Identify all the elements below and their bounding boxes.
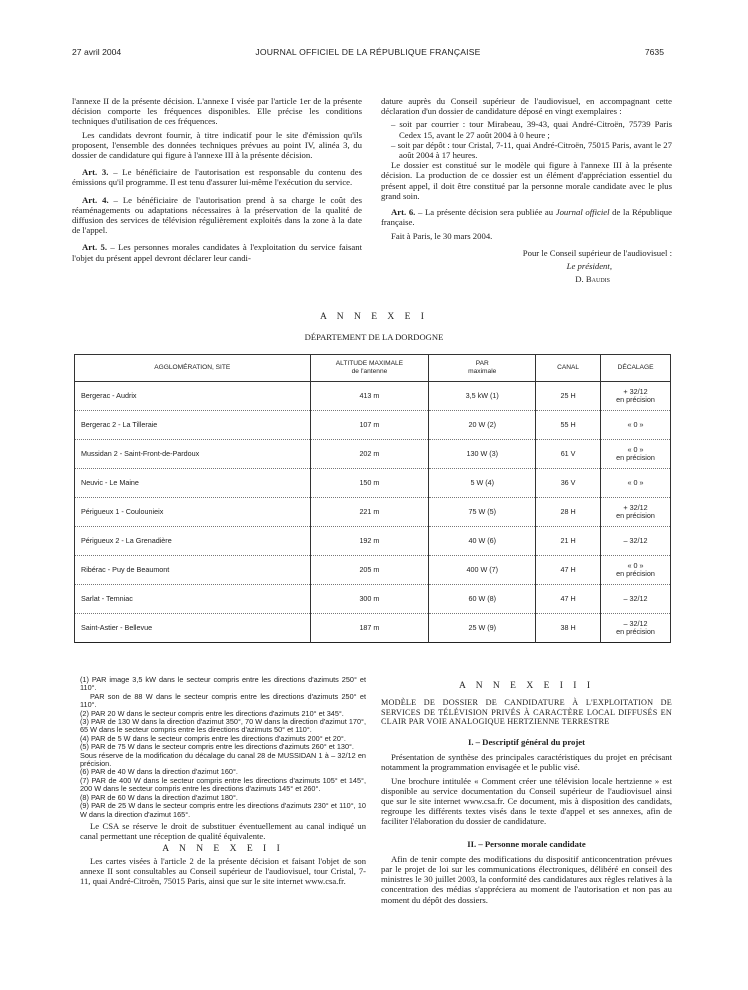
- paragraph: l'annexe II de la présente décision. L'annexe I visée par l'article 1er de la présente décision comporte les fréquences disponibles. Elle précise les conditions techniques d'utilisation de ces fréquences.: [72, 96, 362, 127]
- footnote: (4) PAR de 5 W dans le secteur compris entre les directions d'azimuts 200° et 20°.: [80, 733, 346, 743]
- column-header: AGGLOMÉRATION, SITE: [75, 355, 311, 382]
- decalage-cell: [601, 382, 671, 411]
- site-name: Sarlat - Temniac: [81, 594, 133, 603]
- right-column-top: [381, 96, 672, 287]
- canal-cell: 25 H: [536, 382, 601, 411]
- table-footnotes: [80, 676, 366, 886]
- paragraph: dature auprès du Conseil supérieur de l'audiovisuel, en accompagnant cette déclaration d'un dossier de candidature déposé en vingt exemplaires :: [381, 96, 672, 117]
- paragraph: Afin de tenir compte des modifications du dispositif anticoncentration prévues par le projet de loi sur les communications électroniques, délibéré en conseil des ministres le 30 juillet 2003, la conformité des candidatures aux règles relatives à la concentration des médias s'appréciera au moment de l'autorisation et non pas au moment du dépôt des dossiers.: [381, 853, 672, 905]
- footnote: Sous réserve de la modification du décalage du canal 28 de MUSSIDAN 1 à – 32/12 en précision.: [80, 750, 366, 769]
- altitude-cell: 300 m: [310, 585, 429, 614]
- header-date: 27 avril 2004: [72, 47, 122, 57]
- table-row: [75, 585, 671, 614]
- decalage-cell: [601, 411, 671, 440]
- par-cell: 25 W (9): [429, 614, 536, 643]
- paragraph: Les candidats devront fournir, à titre indicatif pour le site d'émission qu'ils proposent, l'ensemble des données techniques prévues au point IV, alinéa 3, du dossier de candidature qui figure à l'annexe III à la présente décision.: [72, 129, 362, 161]
- site-cell: [75, 614, 311, 643]
- site-name: Saint-Astier - Bellevue: [81, 623, 153, 632]
- table-row: [75, 382, 671, 411]
- altitude-cell: 221 m: [310, 498, 429, 527]
- site-name: Périgueux 1 - Coulounieix: [81, 507, 164, 516]
- canal-cell: 38 H: [536, 614, 601, 643]
- signature-title: Le président,: [566, 260, 612, 271]
- canal-cell: 28 H: [536, 498, 601, 527]
- site-cell: [75, 556, 311, 585]
- altitude-cell: 205 m: [310, 556, 429, 585]
- site-name: Mussidan 2 - Saint-Front-de-Pardoux: [81, 449, 200, 458]
- section-heading: I. – Descriptif général du projet: [467, 736, 586, 747]
- column-header: PAR maximale: [429, 355, 536, 382]
- header-page-number: 7635: [644, 47, 664, 57]
- par-cell: 75 W (5): [429, 498, 536, 527]
- table-row: [75, 411, 671, 440]
- decalage-precision: en précision: [616, 395, 655, 404]
- par-cell: 3,5 kW (1): [429, 382, 536, 411]
- table-header-row: [75, 355, 671, 382]
- annexe-3-title: A N N E X E I I I: [458, 681, 594, 691]
- footnote: PAR son de 88 W dans le secteur compris entre les directions d'azimuts 250° et 110°.: [80, 691, 366, 710]
- site-cell: [75, 498, 311, 527]
- site-cell: [75, 527, 311, 556]
- annexe-2-title: A N N E X E I I: [162, 843, 284, 854]
- decalage-value: + 32/12: [623, 503, 648, 512]
- par-cell: 20 W (2): [429, 411, 536, 440]
- left-column-top: [72, 96, 362, 266]
- decalage-value: – 32/12: [623, 594, 648, 603]
- section-heading: II. – Personne morale candidate: [467, 838, 586, 849]
- decalage-value: « 0 »: [627, 420, 644, 429]
- altitude-cell: 192 m: [310, 527, 429, 556]
- decalage-value: « 0 »: [627, 561, 644, 570]
- footnote: (5) PAR de 75 W dans le secteur compris entre les directions d'azimuts 260° et 130°.: [80, 742, 354, 752]
- decalage-precision: en précision: [616, 569, 655, 578]
- decalage-value: + 32/12: [623, 387, 648, 396]
- footnote: (9) PAR de 25 W dans le secteur compris entre les directions d'azimuts 230° et 110°, 10 W dans la direction d'azimut 165°.: [80, 801, 366, 819]
- table-row: [75, 498, 671, 527]
- list-item: – soit par courrier : tour Mirabeau, 39-43, quai André-Citroën, 75739 Paris Cedex 15, avant le 27 août 2004 à 0 heure ;: [391, 119, 672, 140]
- decalage-cell: [601, 498, 671, 527]
- site-cell: [75, 440, 311, 469]
- decalage-value: – 32/12: [623, 619, 648, 628]
- signature-name: D. Baudis: [575, 274, 610, 285]
- paragraph: Une brochure intitulée « Comment créer une télévision locale hertzienne » est disponible au service documentation du Conseil supérieur de l'audiovisuel ainsi que sur le site internet www.csa.fr. Ce document, mis à disposition des candidats, regroupe les différents textes visés dans le texte d'appel et ses annexes, afin de faciliter l'élaboration du dossier de candidature.: [381, 775, 672, 827]
- list-item: – soit par dépôt : tour Cristal, 7-11, quai André-Citroën, 75015 Paris, avant le 27 août 2004 à 17 heures.: [391, 139, 672, 161]
- par-cell: 40 W (6): [429, 527, 536, 556]
- decalage-cell: [601, 440, 671, 469]
- site-name: Neuvic - Le Maine: [81, 478, 139, 487]
- csa-note: Le CSA se réserve le droit de substituer éventuellement au canal indiqué un canal permettant une réception de qualité équivalente.: [80, 820, 366, 841]
- decalage-precision: en précision: [616, 453, 655, 462]
- decalage-cell: [601, 585, 671, 614]
- altitude-cell: 413 m: [310, 382, 429, 411]
- site-cell: [75, 411, 311, 440]
- article-4: Art. 4. – Le bénéficiaire de l'autorisation prend à sa charge le coût des réaménagements ou adaptations nécessaires à la préservation de la qualité de diffusion des services de télévision régulièrement exploités dans la zone à la date de l'appel.: [72, 194, 362, 236]
- column-header: ALTITUDE MAXIMALE de l'antenne: [310, 355, 429, 382]
- site-name: Ribérac - Puy de Beaumont: [81, 565, 170, 574]
- decalage-precision: en précision: [616, 511, 655, 520]
- site-name: Bergerac - Audrix: [81, 391, 137, 400]
- par-cell: 60 W (8): [429, 585, 536, 614]
- paragraph: Le dossier est constitué sur le modèle qui figure à l'annexe III à la présente décision. La production de ce dossier est un élément d'appréciation essentiel du présent appel, il doit être constitué par la personne morale candidate avec le plus grand soin.: [381, 160, 672, 201]
- footnote: (6) PAR de 40 W dans la direction d'azimut 160°.: [80, 767, 238, 777]
- altitude-cell: 202 m: [310, 440, 429, 469]
- footnote: (7) PAR de 400 W dans le secteur compris entre les directions d'azimuts 105° et 145°, 200 W dans le secteur compris entre les directions d'azimuts 145° et 260°.: [80, 775, 366, 794]
- decalage-cell: [601, 614, 671, 643]
- decalage-value: « 0 »: [627, 445, 644, 454]
- altitude-cell: 187 m: [310, 614, 429, 643]
- annexe-3: [381, 681, 672, 908]
- par-cell: 400 W (7): [429, 556, 536, 585]
- annexe-3-heading: MODÈLE DE DOSSIER DE CANDIDATURE À L'EXPLOITATION DE SERVICES DE TÉLÉVISION PRIVÉS À CARACTÈRE LOCAL DIFFUSÉS EN CLAIR PAR VOIE ANALOGIQUE HERTZIENNE TERRESTRE: [381, 698, 672, 727]
- signature-line: Pour le Conseil supérieur de l'audiovisuel :: [522, 247, 672, 258]
- par-cell: 130 W (3): [429, 440, 536, 469]
- site-name: Bergerac 2 - La Tilleraie: [81, 420, 158, 429]
- site-cell: [75, 469, 311, 498]
- canal-cell: 61 V: [536, 440, 601, 469]
- footnote: (8) PAR de 60 W dans la direction d'azimut 180°.: [80, 792, 238, 802]
- table-row: [75, 614, 671, 643]
- frequency-table: [74, 354, 671, 643]
- site-cell: [75, 382, 311, 411]
- table-row: [75, 556, 671, 585]
- table-row: [75, 527, 671, 556]
- paragraph: Présentation de synthèse des principales caractéristiques du projet en précisant notamment la programmation envisagée et le public visé.: [381, 752, 672, 773]
- canal-cell: 47 H: [536, 585, 601, 614]
- decalage-cell: [601, 527, 671, 556]
- table-row: [75, 440, 671, 469]
- annexe-2-text: Les cartes visées à l'article 2 de la présente décision et faisant l'objet de son annexe II sont consultables au Conseil supérieur de l'audiovisuel, tour Cristal, 7-11, quai André-Citroën, 75015 Paris, ainsi que sur le site internet www.csa.fr.: [80, 856, 366, 887]
- canal-cell: 47 H: [536, 556, 601, 585]
- footnote: (1) PAR image 3,5 kW dans le secteur compris entre les directions d'azimuts 250° et 110°.: [80, 675, 366, 693]
- annexe-1-title: A N N E X E I: [320, 312, 428, 322]
- table-row: [75, 469, 671, 498]
- canal-cell: 36 V: [536, 469, 601, 498]
- article-6: Art. 6. – La présente décision sera publiée au Journal officiel de la République française.: [381, 207, 673, 228]
- decalage-cell: [601, 556, 671, 585]
- column-header: DÉCALAGE: [601, 355, 671, 382]
- decalage-cell: [601, 469, 671, 498]
- signature-date: Fait à Paris, le 30 mars 2004.: [391, 231, 493, 242]
- canal-cell: 21 H: [536, 527, 601, 556]
- canal-cell: 55 H: [536, 411, 601, 440]
- decalage-precision: en précision: [616, 627, 655, 636]
- article-5: Art. 5. – Les personnes morales candidates à l'exploitation du service faisant l'objet du présent appel devront déclarer leur candi-: [72, 242, 362, 263]
- decalage-value: « 0 »: [627, 478, 644, 487]
- altitude-cell: 107 m: [310, 411, 429, 440]
- page-header: [72, 47, 664, 61]
- site-cell: [75, 585, 311, 614]
- column-header: CANAL: [536, 355, 601, 382]
- footnote: (2) PAR 20 W dans le secteur compris entre les directions d'azimuts 210° et 345°.: [80, 708, 344, 718]
- article-3: Art. 3. – Le bénéficiaire de l'autorisation est responsable du contenu des émissions qu'il programme. Il est tenu d'assurer lui-même l'exécution du service.: [72, 167, 362, 188]
- site-name: Périgueux 2 - La Grenadière: [81, 536, 172, 545]
- par-cell: 5 W (4): [429, 469, 536, 498]
- footnote: (3) PAR de 130 W dans la direction d'azimut 350°, 70 W dans la direction d'azimut 170°, 65 W dans le secteur compris entre les directions d'azimuts 50° et 110°.: [80, 717, 366, 735]
- altitude-cell: 150 m: [310, 469, 429, 498]
- header-journal-title: JOURNAL OFFICIEL DE LA RÉPUBLIQUE FRANÇAISE: [255, 47, 481, 57]
- decalage-value: – 32/12: [623, 536, 648, 545]
- annexe-1-subtitle: DÉPARTEMENT DE LA DORDOGNE: [304, 332, 444, 342]
